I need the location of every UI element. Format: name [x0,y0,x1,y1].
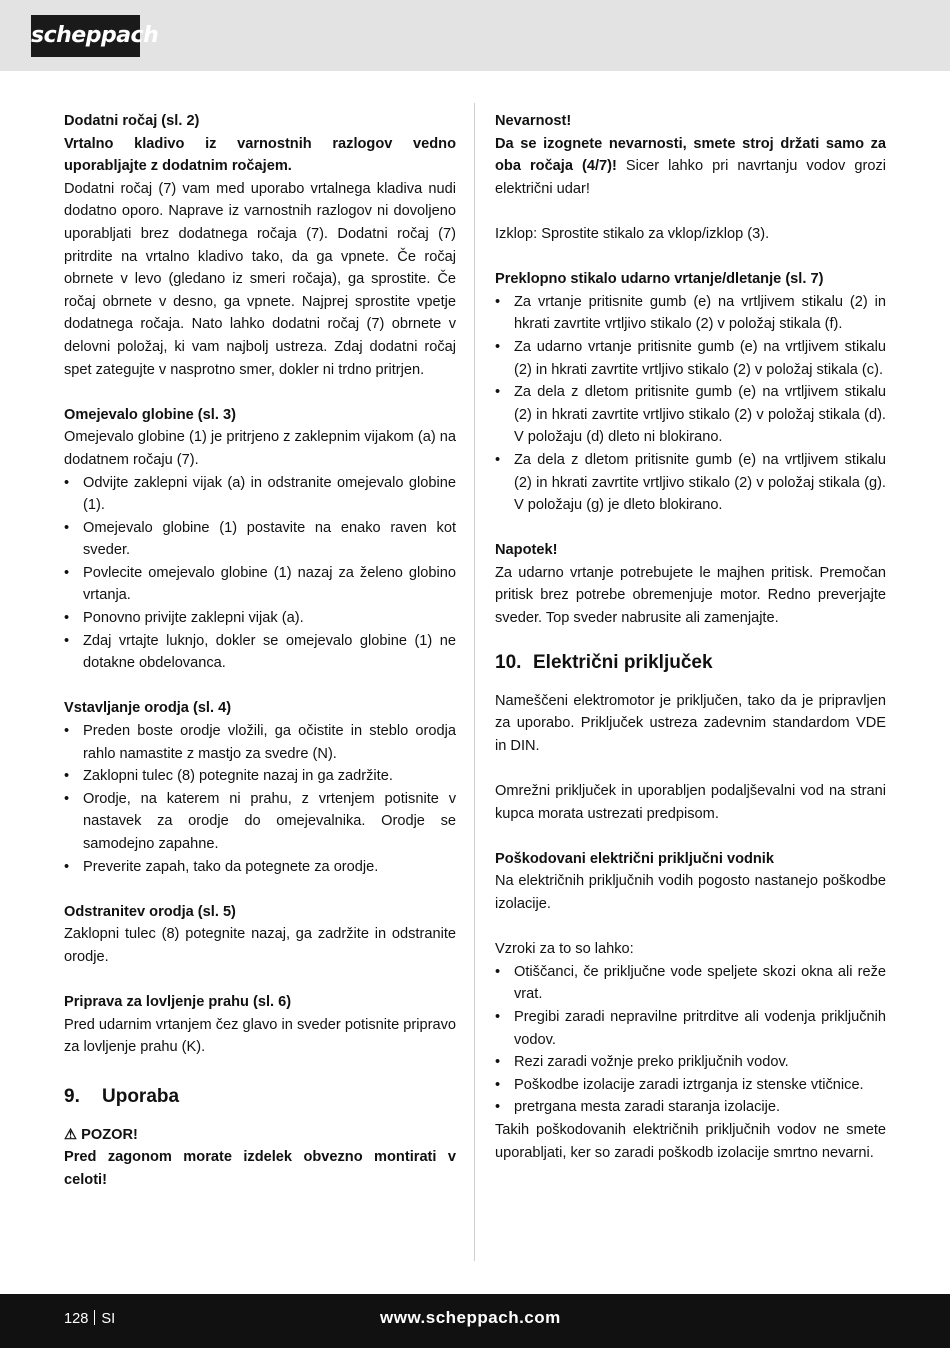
note-text: Za udarno vrtanje potrebujete le majhen pritisk. Premočan pritisk brez potrebe obremenjuje motor. Redno preverjajte sveder. Top sveder nabrusite ali zamenjajte. [495,564,886,627]
note-title: Napotek! [495,542,558,559]
warning-icon: ⚠ [64,1126,78,1143]
page-separator [94,1310,95,1325]
switch-off-text: Izklop: Sprostite stikalo za vklop/izklop (3). [495,225,770,242]
list-item: • Orodje, na katerem ni prahu, z vrtenjem potisnite v nastavek za orodje do omejevalnika. Orodje se samodejno zapahne. [64,788,456,856]
left-column [64,110,456,1191]
auxiliary-handle-text: Dodatni ročaj (7) vam med uporabo vrtalnega kladiva nudi dodatno oporo. Naprave iz varnostnih razlogov ni dovoljeno uporabljati brez dodatnega ročaja (7). Dodatni ročaj (7) pritrdite na vrtalno kladivo tako, da ga vpnete. Če ročaj obrnete v levo (gledano iz smeri ročaja), ga sprostite. Če ročaj obrnete v desno, ga vpnete. Najprej sprostite vpetje dodatnega ročaja. Nato lahko dodatni ročaj (7) obrnete v delovni položaj, ki vam najbolj ustreza. Zdaj dodatni ročaj spet zategujte v nasprotno smer, dokler ni trdno pritrjen. [64,180,456,378]
warning-text: Pred zagonom morate izdelek obvezno montirati v celoti! [64,1149,456,1188]
heading-electrical-connection [495,648,886,678]
footer-bar [0,1294,950,1348]
heading-number: 10. [495,651,522,673]
depth-stop-text: Omejevalo globine (1) je pritrjeno z zaklepnim vijakom (a) na dodatnem ročaju (7). [64,429,456,468]
language-code: SI [101,1311,116,1327]
mode-switch-list [495,291,886,517]
header-bar [0,0,950,71]
page-number: 128 [64,1311,89,1327]
section-title-depth-stop: Omejevalo globine (sl. 3) [64,406,236,423]
heading-usage [64,1082,456,1112]
heading-text: Uporaba [102,1085,180,1107]
list-item: • Omejevalo globine (1) postavite na enako raven kot sveder. [64,517,456,562]
right-column [495,110,886,1164]
danger-text: Sicer lahko pri navrtanju vodov grozi električni udar! [495,158,887,197]
website-link[interactable]: www.scheppach.com [380,1308,561,1327]
motor-connection-text: Nameščeni elektromotor je priključen, tako da je pripravljen za uporabo. Priključek ustreza zadevnim standardom VDE in DIN. [495,692,886,754]
danger-bold-text: Da se izognete nevarnosti, smete stroj držati samo za oba ročaja (4/7)! [495,135,886,175]
list-item: • Za dela z dletom pritisnite gumb (e) na vrtljivem stikalu (2) in hkrati zavrtite vrtljivo stikalo (2) v položaj stikala (g). V položaju (g) je dleto blokirano. [495,449,886,517]
heading-text: Električni priključek [533,651,713,673]
brand-logo: scheppach [31,15,140,57]
page-indicator [64,1310,115,1327]
list-item: • pretrgana mesta zaradi staranja izolacije. [495,1096,886,1119]
list-item: • Odvijte zaklepni vijak (a) in odstranite omejevalo globine (1). [64,472,456,517]
list-item: • Preverite zapah, tako da potegnete za orodje. [64,856,456,879]
section-title-tool-removal: Odstranitev orodja (sl. 5) [64,903,236,920]
column-divider [474,103,475,1261]
list-item: • Pregibi zaradi nepravilne pritrditve ali vodenja priključnih vodov. [495,1006,886,1051]
causes-list [495,961,886,1119]
tool-insertion-list [64,720,456,878]
section-title-damaged-cable: Poškodovani električni priključni vodnik [495,850,774,867]
list-item: • Za dela z dletom pritisnite gumb (e) na vrtljivem stikalu (2) in hkrati zavrtite vrtljivo stikalo (2) v položaj stikala (d). V položaju (d) dleto ni blokirano. [495,381,886,449]
list-item: • Zdaj vrtajte luknjo, dokler se omejevalo globine (1) ne dotakne obdelovanca. [64,630,456,675]
list-item: • Poškodbe izolacije zaradi iztrganja iz stenske vtičnice. [495,1074,886,1097]
section-title-mode-switch: Preklopno stikalo udarno vrtanje/dletanje (sl. 7) [495,271,824,288]
danger-paragraph [495,133,886,201]
list-item: • Preden boste orodje vložili, ga očistite in steblo orodja rahlo namastite z mastjo za svedre (N). [64,720,456,765]
list-item: • Povlecite omejevalo globine (1) nazaj za želeno globino vrtanja. [64,562,456,607]
danger-title: Nevarnost! [495,113,572,129]
depth-stop-list [64,472,456,675]
list-item: • Za vrtanje pritisnite gumb (e) na vrtljivem stikalu (2) in hkrati zavrtite vrtljivo stikalo (2) v položaj stikala (f). [495,291,886,336]
final-warning-text: Takih poškodovanih električnih priključnih vodov ne smete uporabljati, ker so zaradi poškodb izolacije smrtno nevarni. [495,1121,886,1161]
causes-intro: Vzroki za to so lahko: [495,941,634,958]
damaged-cable-text: Na električnih priključnih vodih pogosto nastanejo poškodbe izolacije. [495,873,886,912]
section-title-dust-collector: Priprava za lovljenje prahu (sl. 6) [64,994,292,1011]
heading-number: 9. [64,1085,80,1107]
list-item: • Ponovno privijte zaklepni vijak (a). [64,607,456,630]
list-item: • Zaklopni tulec (8) potegnite nazaj in ga zadržite. [64,765,456,788]
list-item: • Rezi zaradi vožnje preko priključnih vodov. [495,1051,886,1074]
mains-connection-text: Omrežni priključek in uporabljen podaljševalni vod na strani kupca morata ustrezati predpisom. [495,783,886,822]
tool-removal-text: Zaklopni tulec (8) potegnite nazaj, ga zadržite in odstranite orodje. [64,926,456,965]
auxiliary-handle-safety-note: Vrtalno kladivo iz varnostnih razlogov vedno uporabljajte z dodatnim ročajem. [64,135,456,175]
list-item: • Za udarno vrtanje pritisnite gumb (e) na vrtljivem stikalu (2) in hkrati zavrtite vrtljivo stikalo (2) v položaj stikala (c). [495,336,886,381]
warning-label [64,1124,456,1147]
section-title-auxiliary-handle: Dodatni ročaj (sl. 2) [64,113,200,129]
section-title-tool-insertion: Vstavljanje orodja (sl. 4) [64,700,232,717]
list-item: • Otiščanci, če priključne vode speljete skozi okna ali reže vrat. [495,961,886,1006]
dust-collector-text: Pred udarnim vrtanjem čez glavo in sveder potisnite pripravo za lovljenje prahu (K). [64,1016,456,1056]
warning-label-text: POZOR! [81,1126,138,1143]
